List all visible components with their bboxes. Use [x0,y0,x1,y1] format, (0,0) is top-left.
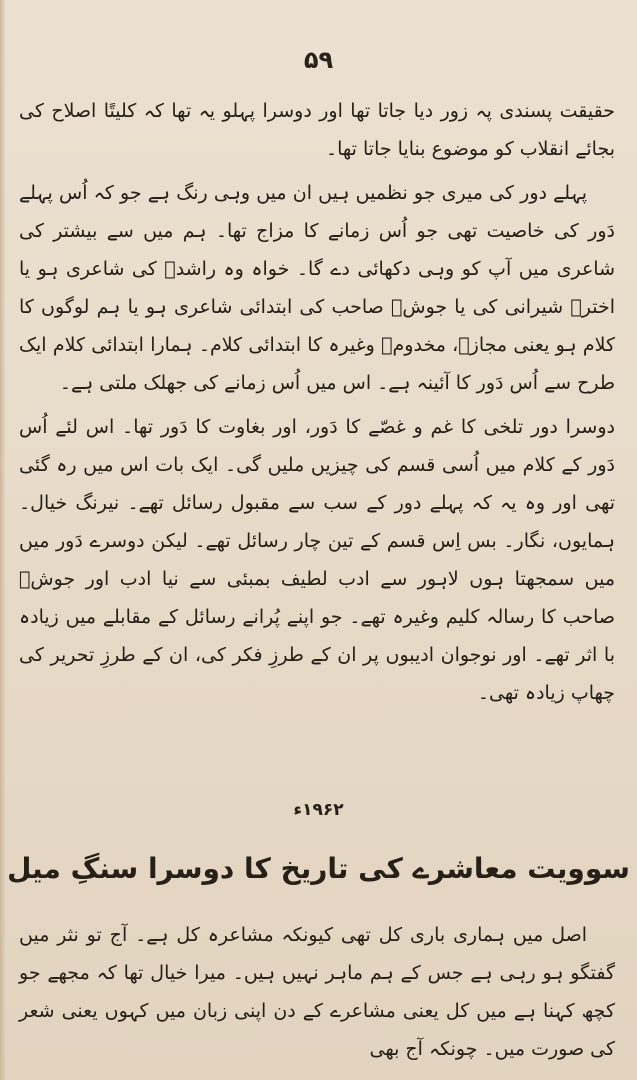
section-year: ۱۹۶۲ء [293,800,344,820]
paragraph-3: دوسرا دور تلخی کا غم و غصّے کا دَور، اور بغاوت کا دَور تھا۔ اس لئے اُس دَور کے کلام میں اُسی قسم کی چیزیں ملیں گی۔ ایک بات اس میں رہ گئی تھی اور وہ یہ کہ پہلے دور کے سب سے مقبول رسائل تھے۔ نیرنگ خیال۔ ہمایوں، نگار۔ بس اِس قسم کے تین چار رسائل تھے۔ لیکن دوسرے دَور میں میں سمجھتا ہوں لاہور سے ادب لطیف بمبئی سے نیا ادب اور جوشؔ صاحب کا رسالہ کلیم وغیرہ تھے۔ جو اپنے پُرانے رسائل کے مقابلے میں زیادہ با اثر تھے۔ اور نوجوان ادیبوں پر ان کے طرزِ فکر کی، ان کے طرزِ تحریر کی چھاپ زیادہ تھی۔ [19,416,615,704]
paragraph-1: حقیقت پسندی پہ زور دیا جاتا تھا اور دوسرا پہلو یہ تھا کہ کلیتًا اصلاح کی بجائے انقلاب کو موضوع بنایا جاتا تھا۔ [19,100,615,160]
closing-text [19,916,615,1074]
body-text [19,92,615,718]
paragraph-2: پہلے دور کی میری جو نظمیں ہیں ان میں وہی رنگ ہے جو کہ اُس پہلے دَور کی خاصیت تھی جو اُس زمانے کا مزاج تھا۔ ہم میں سے بیشتر کی شاعری میں آپ کو وہی دکھائی دے گا۔ خواہ وہ راشدؔ کی شاعری ہو یا اخترؔ شیرانی کی یا جوشؔ صاحب کی ابتدائی شاعری ہو یا ہم لوگوں کا کلام ہو یعنی مجازؔ، مخدومؔ وغیرہ کا ابتدائی کلام۔ ہمارا ابتدائی کلام ایک طرح سے اُس دَور کا آئینہ ہے۔ اس میں اُس زمانے کی جھلک ملتی ہے۔ [19,182,615,394]
page-edge-shadow [0,0,6,1080]
page-number: ۵۹ [303,46,334,74]
paragraph-4: اصل میں ہماری باری کل تھی کیونکہ مشاعرہ کل ہے۔ آج تو نثر میں گفتگو ہو رہی ہے جس کے ہم ماہر نہیں ہیں۔ میرا خیال تھا کہ مجھے جو کچھ کہنا ہے میں کل یعنی مشاعرے کے دن اپنی زبان میں کہوں یعنی شعر کی صورت میں۔ چونکہ آج بھی [19,924,615,1060]
section-heading: سوویت معاشرے کی تاریخ کا دوسرا سنگِ میل [7,852,630,885]
